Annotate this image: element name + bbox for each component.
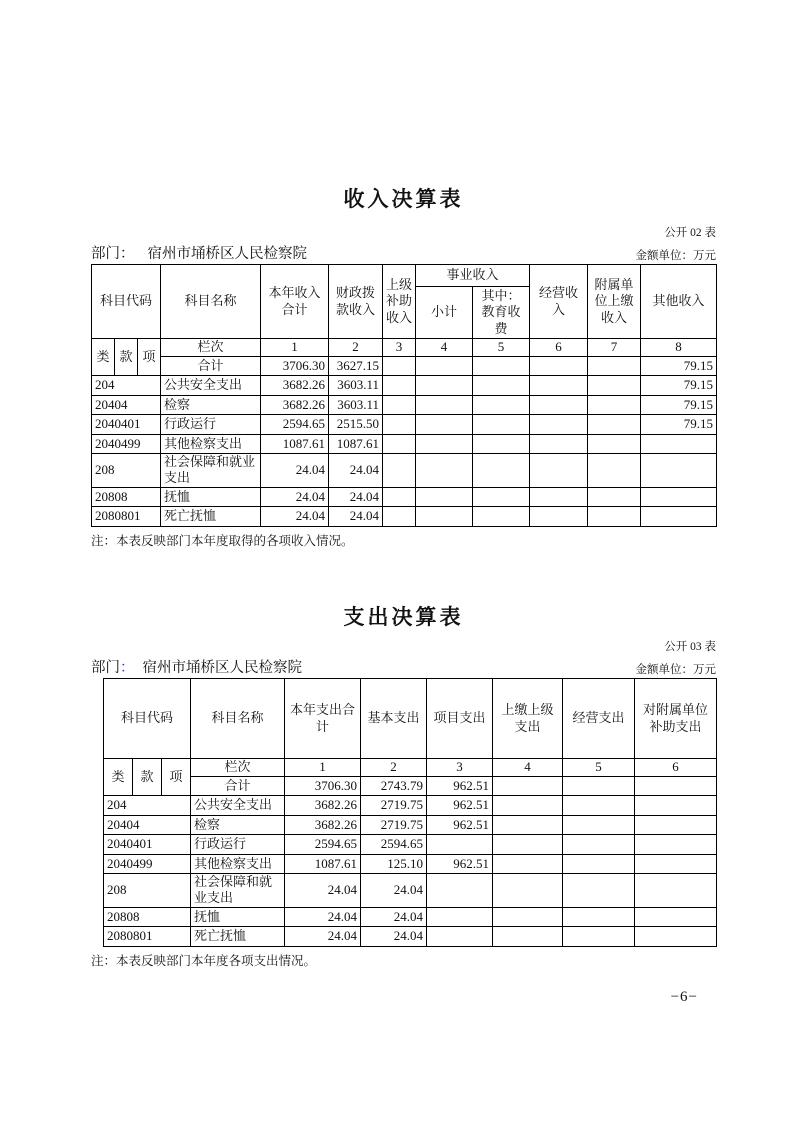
total-cell bbox=[416, 357, 473, 376]
header-subject-code: 科目代码 bbox=[92, 265, 161, 339]
code-cell: 2040401 bbox=[104, 835, 191, 855]
value-cell bbox=[635, 815, 717, 835]
value-cell: 24.04 bbox=[361, 907, 427, 927]
value-cell: 79.15 bbox=[641, 395, 717, 415]
code-cell: 204 bbox=[104, 796, 191, 816]
value-cell: 3682.26 bbox=[285, 796, 361, 816]
value-cell: 24.04 bbox=[285, 907, 361, 927]
expenditure-note: 注：本表反映部门本年度各项支出情况。 bbox=[91, 953, 317, 968]
value-cell bbox=[641, 487, 717, 507]
value-cell bbox=[383, 376, 416, 396]
value-cell bbox=[635, 874, 717, 908]
header-affiliated: 附属单位上缴收入 bbox=[588, 265, 641, 339]
lanci-cell: 6 bbox=[635, 759, 717, 777]
total-cell bbox=[493, 777, 563, 796]
lanci-cell: 7 bbox=[588, 339, 641, 357]
expenditure-dept-colon: ： bbox=[120, 660, 135, 676]
table-row bbox=[92, 487, 717, 507]
expenditure-table-title: 支出决算表 bbox=[343, 606, 464, 629]
lanci-cell: 6 bbox=[530, 339, 588, 357]
value-cell bbox=[473, 415, 530, 435]
value-cell bbox=[473, 487, 530, 507]
code-cell: 20404 bbox=[92, 395, 161, 415]
code-cell: 20808 bbox=[92, 487, 161, 507]
value-cell bbox=[641, 507, 717, 527]
value-cell bbox=[635, 927, 717, 947]
value-cell bbox=[588, 487, 641, 507]
table-row bbox=[92, 454, 717, 488]
value-cell: 24.04 bbox=[329, 454, 383, 488]
table-row bbox=[92, 434, 717, 454]
name-cell: 社会保障和就业支出 bbox=[191, 874, 285, 908]
table-row bbox=[92, 376, 717, 396]
lanci-cell: 1 bbox=[261, 339, 329, 357]
header-fiscal: 财政拨款收入 bbox=[329, 265, 383, 339]
total-cell bbox=[473, 357, 530, 376]
code-cell: 2080801 bbox=[104, 927, 191, 947]
value-cell bbox=[493, 907, 563, 927]
value-cell bbox=[427, 907, 493, 927]
table-row bbox=[104, 927, 717, 947]
total-cell: 3627.15 bbox=[329, 357, 383, 376]
expenditure-section bbox=[91, 601, 716, 969]
value-cell: 962.51 bbox=[427, 815, 493, 835]
value-cell bbox=[588, 434, 641, 454]
lanci-label: 栏次 bbox=[161, 339, 261, 357]
value-cell bbox=[473, 395, 530, 415]
value-cell: 24.04 bbox=[261, 487, 329, 507]
name-cell: 检察 bbox=[191, 815, 285, 835]
value-cell: 125.10 bbox=[361, 854, 427, 874]
name-cell: 行政运行 bbox=[161, 415, 261, 435]
value-cell bbox=[493, 927, 563, 947]
table-row bbox=[92, 415, 717, 435]
value-cell bbox=[473, 376, 530, 396]
value-cell: 2594.65 bbox=[361, 835, 427, 855]
header-basic: 基本支出 bbox=[361, 679, 427, 759]
value-cell bbox=[416, 507, 473, 527]
lanci-cell: 5 bbox=[563, 759, 635, 777]
value-cell bbox=[473, 507, 530, 527]
value-cell: 3603.11 bbox=[329, 376, 383, 396]
value-cell: 3682.26 bbox=[261, 395, 329, 415]
value-cell bbox=[530, 395, 588, 415]
name-cell: 行政运行 bbox=[191, 835, 285, 855]
value-cell bbox=[473, 454, 530, 488]
lanci-cell: 1 bbox=[285, 759, 361, 777]
value-cell bbox=[493, 874, 563, 908]
value-cell bbox=[635, 854, 717, 874]
code-cell: 2040401 bbox=[92, 415, 161, 435]
sub-item: 项 bbox=[162, 759, 191, 796]
code-cell: 20808 bbox=[104, 907, 191, 927]
header-business-group: 事业收入 bbox=[416, 265, 530, 287]
value-cell bbox=[383, 487, 416, 507]
value-cell: 24.04 bbox=[361, 927, 427, 947]
table-row bbox=[104, 796, 717, 816]
header-affiliated-subsidy: 对附属单位补助支出 bbox=[635, 679, 717, 759]
value-cell: 2594.65 bbox=[285, 835, 361, 855]
value-cell: 24.04 bbox=[329, 487, 383, 507]
value-cell bbox=[383, 507, 416, 527]
lanci-label: 栏次 bbox=[191, 759, 285, 777]
value-cell bbox=[563, 815, 635, 835]
value-cell bbox=[530, 487, 588, 507]
value-cell bbox=[530, 454, 588, 488]
total-cell: 3706.30 bbox=[285, 777, 361, 796]
expenditure-dept bbox=[91, 656, 302, 677]
header-project: 项目支出 bbox=[427, 679, 493, 759]
code-cell: 2040499 bbox=[104, 854, 191, 874]
header-upturn: 上缴上级支出 bbox=[493, 679, 563, 759]
total-label: 合计 bbox=[191, 777, 285, 796]
value-cell bbox=[383, 434, 416, 454]
value-cell bbox=[383, 395, 416, 415]
expenditure-dept-label: 部门 bbox=[91, 660, 120, 676]
lanci-cell: 3 bbox=[383, 339, 416, 357]
header-operating: 经营支出 bbox=[563, 679, 635, 759]
header-business-edu: 其中：教育收费 bbox=[473, 287, 530, 339]
lanci-cell: 8 bbox=[641, 339, 717, 357]
value-cell bbox=[563, 835, 635, 855]
value-cell: 24.04 bbox=[285, 874, 361, 908]
code-cell: 2080801 bbox=[92, 507, 161, 527]
name-cell: 社会保障和就业支出 bbox=[161, 454, 261, 488]
sub-class: 类 bbox=[104, 759, 133, 796]
value-cell bbox=[563, 854, 635, 874]
total-cell bbox=[383, 357, 416, 376]
header-subject-name: 科目名称 bbox=[191, 679, 285, 759]
income-note: 注：本表反映部门本年度取得的各项收入情况。 bbox=[91, 533, 354, 548]
code-cell: 20404 bbox=[104, 815, 191, 835]
sub-section: 款 bbox=[133, 759, 162, 796]
value-cell bbox=[416, 395, 473, 415]
name-cell: 抚恤 bbox=[191, 907, 285, 927]
value-cell bbox=[427, 835, 493, 855]
total-cell: 2743.79 bbox=[361, 777, 427, 796]
value-cell bbox=[473, 434, 530, 454]
total-cell bbox=[530, 357, 588, 376]
value-cell bbox=[641, 454, 717, 488]
value-cell: 2515.50 bbox=[329, 415, 383, 435]
value-cell bbox=[588, 415, 641, 435]
income-dept-value: 宿州市埇桥区人民检察院 bbox=[147, 246, 307, 262]
value-cell bbox=[641, 434, 717, 454]
value-cell bbox=[416, 415, 473, 435]
value-cell bbox=[588, 395, 641, 415]
value-cell bbox=[427, 874, 493, 908]
value-cell: 962.51 bbox=[427, 854, 493, 874]
page-number: −6− bbox=[670, 989, 698, 1005]
header-subject-name: 科目名称 bbox=[161, 265, 261, 339]
value-cell: 3682.26 bbox=[261, 376, 329, 396]
income-dept-label: 部门： bbox=[91, 246, 135, 262]
table-row bbox=[104, 815, 717, 835]
header-business-subtotal: 小计 bbox=[416, 287, 473, 339]
income-table-title: 收入决算表 bbox=[343, 188, 464, 211]
income-table bbox=[91, 264, 717, 527]
name-cell: 其他检察支出 bbox=[191, 854, 285, 874]
value-cell: 24.04 bbox=[361, 874, 427, 908]
total-cell bbox=[563, 777, 635, 796]
value-cell bbox=[530, 376, 588, 396]
lanci-cell: 5 bbox=[473, 339, 530, 357]
income-form-code: 公开 02 表 bbox=[664, 227, 716, 239]
name-cell: 死亡抚恤 bbox=[161, 507, 261, 527]
value-cell bbox=[635, 835, 717, 855]
total-label: 合计 bbox=[161, 357, 261, 376]
value-cell: 1087.61 bbox=[285, 854, 361, 874]
value-cell bbox=[530, 507, 588, 527]
name-cell: 检察 bbox=[161, 395, 261, 415]
value-cell: 3603.11 bbox=[329, 395, 383, 415]
header-other: 其他收入 bbox=[641, 265, 717, 339]
total-cell bbox=[635, 777, 717, 796]
total-cell: 3706.30 bbox=[261, 357, 329, 376]
table-row bbox=[92, 507, 717, 527]
value-cell: 962.51 bbox=[427, 796, 493, 816]
total-cell: 79.15 bbox=[641, 357, 717, 376]
value-cell bbox=[530, 434, 588, 454]
expenditure-form-code: 公开 03 表 bbox=[664, 641, 716, 653]
income-dept-line bbox=[91, 242, 716, 263]
value-cell: 24.04 bbox=[329, 507, 383, 527]
name-cell: 公共安全支出 bbox=[191, 796, 285, 816]
value-cell: 2719.75 bbox=[361, 796, 427, 816]
header-year-total: 本年支出合计 bbox=[285, 679, 361, 759]
value-cell bbox=[563, 927, 635, 947]
header-year-total: 本年收入合计 bbox=[261, 265, 329, 339]
value-cell bbox=[416, 434, 473, 454]
lanci-cell: 3 bbox=[427, 759, 493, 777]
value-cell bbox=[493, 854, 563, 874]
lanci-cell: 2 bbox=[361, 759, 427, 777]
value-cell: 2594.65 bbox=[261, 415, 329, 435]
value-cell bbox=[588, 454, 641, 488]
value-cell bbox=[383, 454, 416, 488]
expenditure-unit-label: 金额单位：万元 bbox=[635, 664, 716, 676]
value-cell bbox=[493, 796, 563, 816]
sub-class: 类 bbox=[92, 339, 115, 376]
value-cell: 79.15 bbox=[641, 376, 717, 396]
value-cell bbox=[563, 874, 635, 908]
value-cell bbox=[416, 454, 473, 488]
expenditure-table bbox=[103, 678, 717, 947]
name-cell: 抚恤 bbox=[161, 487, 261, 507]
value-cell bbox=[635, 796, 717, 816]
value-cell bbox=[563, 907, 635, 927]
value-cell: 24.04 bbox=[261, 507, 329, 527]
table-row bbox=[104, 835, 717, 855]
value-cell bbox=[416, 487, 473, 507]
lanci-cell: 2 bbox=[329, 339, 383, 357]
name-cell: 其他检察支出 bbox=[161, 434, 261, 454]
value-cell bbox=[493, 815, 563, 835]
expenditure-dept-line bbox=[91, 656, 716, 677]
header-superior-subsidy: 上级补助收入 bbox=[383, 265, 416, 339]
total-cell bbox=[588, 357, 641, 376]
value-cell bbox=[588, 507, 641, 527]
income-dept bbox=[91, 242, 307, 263]
name-cell: 公共安全支出 bbox=[161, 376, 261, 396]
expenditure-dept-value: 宿州市埇桥区人民检察院 bbox=[142, 660, 302, 676]
name-cell: 死亡抚恤 bbox=[191, 927, 285, 947]
value-cell: 24.04 bbox=[261, 454, 329, 488]
header-subject-code: 科目代码 bbox=[104, 679, 191, 759]
table-row bbox=[104, 907, 717, 927]
header-operating: 经营收入 bbox=[530, 265, 588, 339]
lanci-cell: 4 bbox=[493, 759, 563, 777]
income-section bbox=[91, 183, 716, 549]
value-cell: 79.15 bbox=[641, 415, 717, 435]
code-cell: 208 bbox=[104, 874, 191, 908]
table-row bbox=[104, 854, 717, 874]
value-cell bbox=[563, 796, 635, 816]
lanci-cell: 4 bbox=[416, 339, 473, 357]
value-cell bbox=[588, 376, 641, 396]
value-cell bbox=[635, 907, 717, 927]
value-cell: 1087.61 bbox=[261, 434, 329, 454]
income-unit-label: 金额单位：万元 bbox=[635, 250, 716, 262]
value-cell bbox=[530, 415, 588, 435]
table-row bbox=[104, 874, 717, 908]
value-cell: 24.04 bbox=[285, 927, 361, 947]
code-cell: 2040499 bbox=[92, 434, 161, 454]
value-cell bbox=[383, 415, 416, 435]
table-row bbox=[92, 395, 717, 415]
value-cell: 1087.61 bbox=[329, 434, 383, 454]
value-cell bbox=[416, 376, 473, 396]
value-cell bbox=[427, 927, 493, 947]
sub-item: 项 bbox=[138, 339, 161, 376]
value-cell bbox=[493, 835, 563, 855]
code-cell: 204 bbox=[92, 376, 161, 396]
sub-section: 款 bbox=[115, 339, 138, 376]
value-cell: 3682.26 bbox=[285, 815, 361, 835]
code-cell: 208 bbox=[92, 454, 161, 488]
total-cell: 962.51 bbox=[427, 777, 493, 796]
value-cell: 2719.75 bbox=[361, 815, 427, 835]
